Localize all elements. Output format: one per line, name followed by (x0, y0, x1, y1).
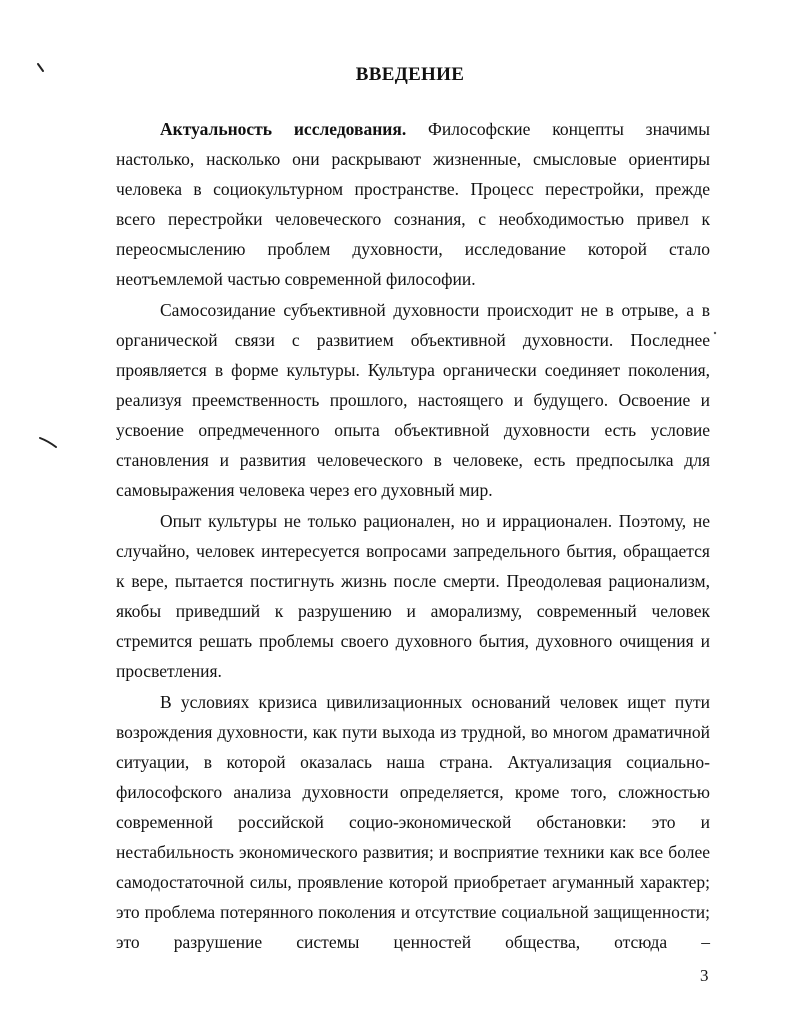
page-number: 3 (700, 966, 709, 985)
paragraph-1 (116, 114, 710, 294)
paragraph-text: Философские концепты значимы настолько, насколько они раскрывают жизненные, смысловые ориентиры человека в социокультурном пространстве. Процесс перестройки, прежде всего перестройки человеческого сознания, с необходимостью привел к переосмыслению проблем духовности, исследование которой стало неотъемлемой частью современной философии. (116, 119, 710, 289)
scan-speck-mark (712, 330, 718, 336)
page-title: ВВЕДЕНИЕ (355, 64, 465, 85)
scan-speck-mark (38, 436, 60, 450)
paragraph-4: В условиях кризиса цивилизационных оснований человек ищет пути возрождения духовности, как пути выхода из трудной, во многом драматичной ситуации, в которой оказалась наша страна. Актуализация социально-философского анализа духовности определяется, кроме того, сложностью современной российской социо-экономической обстановки: это и нестабильность экономического развития; и восприятие техники как все более самодостаточной силы, проявление которой приобретает агуманный характер; это проблема потерянного поколения и отсутствие социальной защищенности; это разрушение системы ценностей общества, отсюда – (116, 692, 710, 952)
body-text (116, 114, 710, 957)
scan-speck-mark (36, 62, 48, 74)
paragraph-3: Опыт культуры не только рационален, но и иррационален. Поэтому, не случайно, человек интересуется вопросами запредельного бытия, обращается к вере, пытается постигнуть жизнь после смерти. Преодолевая рационализм, якобы приведший к разрушению и аморализму, современный человек стремится решать проблемы своего духовного бытия, духовного очищения и просветления. (116, 511, 710, 681)
paragraph-2: Самосозидание субъективной духовности происходит не в отрыве, а в органической связи с развитием объективной духовности. Последнее проявляется в форме культуры. Культура органически соединяет поколения, реализуя преемственность прошлого, настоящего и будущего. Освоение и усвоение опредмеченного опыта объективной духовности есть условие становления и развития человеческого в человеке, есть предпосылка для самовыражения человека через его духовный мир. (116, 300, 710, 500)
paragraph-lead: Актуальность исследования. (160, 119, 407, 139)
